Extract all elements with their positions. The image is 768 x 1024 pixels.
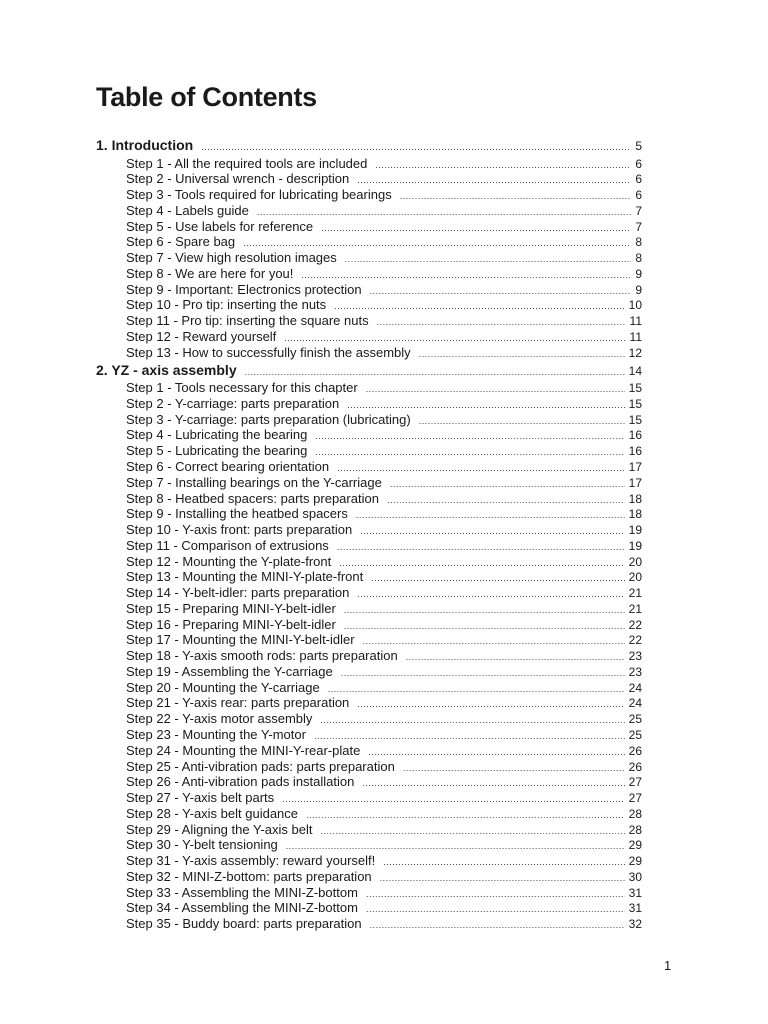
page-ref: 22 bbox=[628, 633, 642, 648]
toc-step-entry[interactable] bbox=[96, 569, 642, 585]
toc-step-entry[interactable] bbox=[96, 664, 642, 680]
step-title: Step 2 - Universal wrench - description bbox=[126, 171, 350, 187]
toc-step-entry[interactable] bbox=[96, 412, 642, 428]
dot-leader bbox=[344, 603, 625, 617]
page-ref: 11 bbox=[629, 330, 642, 345]
step-title: Step 20 - Mounting the Y-carriage bbox=[126, 679, 320, 695]
step-title: Step 1 - All the required tools are included bbox=[126, 155, 368, 171]
toc-step-entry[interactable] bbox=[96, 869, 642, 885]
dot-leader bbox=[320, 713, 624, 727]
page-ref: 30 bbox=[628, 869, 642, 884]
page-ref: 18 bbox=[628, 491, 642, 506]
page-ref: 14 bbox=[628, 363, 642, 378]
toc-step-entry[interactable] bbox=[96, 743, 642, 759]
page-ref: 21 bbox=[628, 601, 642, 616]
toc-step-entry[interactable] bbox=[96, 822, 642, 838]
page-ref: 28 bbox=[628, 822, 642, 837]
dot-leader bbox=[245, 364, 625, 380]
dot-leader bbox=[243, 236, 631, 250]
step-title: Step 13 - Mounting the MINI-Y-plate-front bbox=[126, 569, 364, 585]
dot-leader bbox=[387, 493, 625, 507]
page-ref: 21 bbox=[628, 586, 642, 601]
page-ref: 22 bbox=[628, 617, 642, 632]
dot-leader bbox=[403, 761, 625, 775]
step-title: Step 28 - Y-axis belt guidance bbox=[126, 805, 299, 821]
dot-leader bbox=[360, 524, 624, 538]
toc-step-entry[interactable] bbox=[96, 459, 642, 475]
toc-chapter-entry[interactable] bbox=[96, 362, 642, 380]
chapter-title: 2. YZ - axis assembly bbox=[96, 361, 237, 378]
page-ref: 26 bbox=[628, 759, 642, 774]
page-ref: 9 bbox=[635, 282, 642, 297]
step-title: Step 23 - Mounting the Y-motor bbox=[126, 726, 306, 742]
toc-step-entry[interactable] bbox=[96, 585, 642, 601]
dot-leader bbox=[315, 429, 624, 443]
toc-step-entry[interactable] bbox=[96, 329, 642, 345]
page-ref: 23 bbox=[628, 649, 642, 664]
dot-leader bbox=[257, 205, 631, 219]
toc-step-entry[interactable] bbox=[96, 171, 642, 187]
dot-leader bbox=[341, 666, 625, 680]
dot-leader bbox=[320, 824, 624, 838]
page-number: 1 bbox=[664, 958, 672, 973]
dot-leader bbox=[315, 445, 624, 459]
dot-leader bbox=[362, 776, 624, 790]
dot-leader bbox=[328, 682, 625, 696]
dot-leader bbox=[357, 697, 624, 711]
toc-step-entry[interactable] bbox=[96, 617, 642, 633]
page-ref: 25 bbox=[628, 712, 642, 727]
page-ref: 6 bbox=[635, 188, 642, 203]
page-ref: 32 bbox=[628, 917, 642, 932]
toc-step-entry[interactable] bbox=[96, 601, 642, 617]
toc-step-entry[interactable] bbox=[96, 427, 642, 443]
dot-leader bbox=[370, 284, 632, 298]
page-ref: 7 bbox=[635, 219, 642, 234]
step-title: Step 24 - Mounting the MINI-Y-rear-plate bbox=[126, 742, 361, 758]
page-ref: 15 bbox=[628, 396, 642, 411]
toc-step-entry[interactable] bbox=[96, 759, 642, 775]
page-ref: 18 bbox=[628, 507, 642, 522]
toc-step-entry[interactable] bbox=[96, 806, 642, 822]
toc-step-entry[interactable] bbox=[96, 203, 642, 219]
toc-chapter-entry[interactable] bbox=[96, 137, 642, 155]
toc-step-entry[interactable] bbox=[96, 491, 642, 507]
step-title: Step 12 - Reward yourself bbox=[126, 329, 277, 345]
page-ref: 12 bbox=[628, 345, 642, 360]
step-title: Step 14 - Y-belt-idler: parts preparation bbox=[126, 585, 350, 601]
table-of-contents bbox=[96, 136, 642, 932]
page-ref: 8 bbox=[635, 251, 642, 266]
page-ref: 24 bbox=[628, 680, 642, 695]
page-ref: 19 bbox=[628, 523, 642, 538]
step-title: Step 11 - Comparison of extrusions bbox=[126, 537, 329, 553]
page-ref: 29 bbox=[628, 838, 642, 853]
step-title: Step 32 - MINI-Z-bottom: parts preparation bbox=[126, 868, 372, 884]
dot-leader bbox=[357, 587, 624, 601]
toc-step-entry[interactable] bbox=[96, 885, 642, 901]
dot-leader bbox=[347, 398, 624, 412]
step-title: Step 26 - Anti-vibration pads installation bbox=[126, 774, 355, 790]
toc-step-entry[interactable] bbox=[96, 916, 642, 932]
toc-step-entry[interactable] bbox=[96, 790, 642, 806]
step-title: Step 17 - Mounting the MINI-Y-belt-idler bbox=[126, 632, 355, 648]
chapter-title: 1. Introduction bbox=[96, 137, 194, 153]
step-title: Step 18 - Y-axis smooth rods: parts preparation bbox=[126, 648, 398, 664]
dot-leader bbox=[366, 887, 625, 901]
step-title: Step 7 - View high resolution images bbox=[126, 250, 337, 266]
toc-step-entry[interactable] bbox=[96, 695, 642, 711]
step-title: Step 27 - Y-axis belt parts bbox=[126, 790, 275, 806]
step-title: Step 6 - Spare bag bbox=[126, 234, 236, 250]
toc-step-entry[interactable] bbox=[96, 266, 642, 282]
dot-leader bbox=[201, 139, 631, 155]
page-ref: 7 bbox=[635, 203, 642, 218]
toc-step-entry[interactable] bbox=[96, 900, 642, 916]
step-title: Step 4 - Lubricating the bearing bbox=[126, 427, 308, 443]
toc-step-entry[interactable] bbox=[96, 187, 642, 203]
step-title: Step 15 - Preparing MINI-Y-belt-idler bbox=[126, 600, 336, 616]
dot-leader bbox=[368, 745, 624, 759]
toc-step-entry[interactable] bbox=[96, 538, 642, 554]
page-ref: 27 bbox=[628, 775, 642, 790]
toc-step-entry[interactable] bbox=[96, 313, 642, 329]
step-title: Step 34 - Assembling the MINI-Z-bottom bbox=[126, 900, 358, 916]
page-ref: 15 bbox=[628, 381, 642, 396]
toc-step-entry[interactable] bbox=[96, 219, 642, 235]
page-ref: 17 bbox=[628, 475, 642, 490]
toc-step-entry[interactable] bbox=[96, 632, 642, 648]
page-ref: 9 bbox=[635, 266, 642, 281]
dot-leader bbox=[380, 871, 625, 885]
page-ref: 27 bbox=[628, 791, 642, 806]
page-ref: 11 bbox=[629, 314, 642, 329]
step-title: Step 31 - Y-axis assembly: reward yourself! bbox=[126, 853, 376, 869]
dot-leader bbox=[321, 221, 631, 235]
dot-leader bbox=[337, 461, 625, 475]
dot-leader bbox=[377, 315, 626, 329]
page-ref: 5 bbox=[635, 139, 642, 153]
page-ref: 20 bbox=[628, 570, 642, 585]
page-ref: 6 bbox=[635, 172, 642, 187]
dot-leader bbox=[306, 808, 625, 822]
page-ref: 15 bbox=[628, 412, 642, 427]
step-title: Step 33 - Assembling the MINI-Z-bottom bbox=[126, 884, 358, 900]
toc-step-entry[interactable] bbox=[96, 506, 642, 522]
page-ref: 31 bbox=[628, 901, 642, 916]
step-title: Step 10 - Y-axis front: parts preparation bbox=[126, 522, 353, 538]
step-title: Step 25 - Anti-vibration pads: parts preparation bbox=[126, 758, 395, 774]
toc-step-entry[interactable] bbox=[96, 475, 642, 491]
page-ref: 28 bbox=[628, 806, 642, 821]
toc-step-entry[interactable] bbox=[96, 156, 642, 172]
dot-leader bbox=[334, 299, 624, 313]
dot-leader bbox=[366, 902, 625, 916]
dot-leader bbox=[339, 556, 624, 570]
page-ref: 24 bbox=[628, 696, 642, 711]
toc-step-entry[interactable] bbox=[96, 554, 642, 570]
dot-leader bbox=[406, 650, 625, 664]
toc-step-entry[interactable] bbox=[96, 396, 642, 412]
step-title: Step 3 - Y-carriage: parts preparation (lubricating) bbox=[126, 411, 411, 427]
page-ref: 16 bbox=[628, 444, 642, 459]
page-ref: 26 bbox=[628, 743, 642, 758]
dot-leader bbox=[356, 508, 625, 522]
step-title: Step 9 - Installing the heatbed spacers bbox=[126, 506, 348, 522]
step-title: Step 22 - Y-axis motor assembly bbox=[126, 711, 313, 727]
dot-leader bbox=[419, 347, 625, 361]
step-title: Step 3 - Tools required for lubricating bearings bbox=[126, 187, 392, 203]
step-title: Step 30 - Y-belt tensioning bbox=[126, 837, 278, 853]
toc-step-entry[interactable] bbox=[96, 648, 642, 664]
step-title: Step 5 - Lubricating the bearing bbox=[126, 443, 308, 459]
step-title: Step 1 - Tools necessary for this chapter bbox=[126, 380, 358, 396]
page-ref: 20 bbox=[628, 554, 642, 569]
step-title: Step 35 - Buddy board: parts preparation bbox=[126, 916, 362, 932]
step-title: Step 9 - Important: Electronics protection bbox=[126, 281, 362, 297]
dot-leader bbox=[371, 571, 624, 585]
step-title: Step 8 - Heatbed spacers: parts preparation bbox=[126, 490, 379, 506]
page-title: Table of Contents bbox=[96, 82, 317, 112]
toc-step-entry[interactable] bbox=[96, 837, 642, 853]
dot-leader bbox=[301, 268, 631, 282]
step-title: Step 12 - Mounting the Y-plate-front bbox=[126, 553, 332, 569]
toc-step-entry[interactable] bbox=[96, 443, 642, 459]
step-title: Step 21 - Y-axis rear: parts preparation bbox=[126, 695, 350, 711]
dot-leader bbox=[357, 173, 631, 187]
step-title: Step 29 - Aligning the Y-axis belt bbox=[126, 821, 313, 837]
step-title: Step 4 - Labels guide bbox=[126, 202, 249, 218]
toc-step-entry[interactable] bbox=[96, 380, 642, 396]
dot-leader bbox=[366, 382, 625, 396]
dot-leader bbox=[400, 189, 632, 203]
dot-leader bbox=[419, 414, 625, 428]
dot-leader bbox=[284, 331, 625, 345]
step-title: Step 16 - Preparing MINI-Y-belt-idler bbox=[126, 616, 336, 632]
toc-step-entry[interactable] bbox=[96, 250, 642, 266]
page-ref: 19 bbox=[628, 538, 642, 553]
toc-step-entry[interactable] bbox=[96, 345, 642, 361]
step-title: Step 19 - Assembling the Y-carriage bbox=[126, 663, 333, 679]
toc-step-entry[interactable] bbox=[96, 711, 642, 727]
dot-leader bbox=[370, 918, 625, 932]
toc-step-entry[interactable] bbox=[96, 853, 642, 869]
dot-leader bbox=[390, 477, 625, 491]
dot-leader bbox=[314, 729, 625, 743]
page-ref: 17 bbox=[628, 459, 642, 474]
page-ref: 16 bbox=[628, 428, 642, 443]
toc-step-entry[interactable] bbox=[96, 727, 642, 743]
toc-step-entry[interactable] bbox=[96, 234, 642, 250]
toc-step-entry[interactable] bbox=[96, 774, 642, 790]
toc-step-entry[interactable] bbox=[96, 680, 642, 696]
step-title: Step 6 - Correct bearing orientation bbox=[126, 458, 330, 474]
dot-leader bbox=[375, 158, 631, 172]
dot-leader bbox=[344, 619, 625, 633]
step-title: Step 11 - Pro tip: inserting the square nuts bbox=[126, 313, 369, 329]
dot-leader bbox=[345, 252, 632, 266]
page-ref: 25 bbox=[628, 727, 642, 742]
toc-step-entry[interactable] bbox=[96, 297, 642, 313]
dot-leader bbox=[286, 839, 625, 853]
page-ref: 23 bbox=[628, 664, 642, 679]
step-title: Step 10 - Pro tip: inserting the nuts bbox=[126, 297, 327, 313]
step-title: Step 2 - Y-carriage: parts preparation bbox=[126, 395, 340, 411]
step-title: Step 8 - We are here for you! bbox=[126, 265, 294, 281]
dot-leader bbox=[337, 540, 625, 554]
step-title: Step 5 - Use labels for reference bbox=[126, 218, 314, 234]
page-ref: 8 bbox=[635, 235, 642, 250]
page-ref: 10 bbox=[628, 298, 642, 313]
dot-leader bbox=[282, 792, 624, 806]
step-title: Step 7 - Installing bearings on the Y-carriage bbox=[126, 474, 382, 490]
dot-leader bbox=[383, 855, 624, 869]
page-ref: 29 bbox=[628, 854, 642, 869]
page-ref: 31 bbox=[628, 885, 642, 900]
page-ref: 6 bbox=[635, 156, 642, 171]
step-title: Step 13 - How to successfully finish the assembly bbox=[126, 344, 411, 360]
dot-leader bbox=[363, 634, 625, 648]
toc-step-entry[interactable] bbox=[96, 282, 642, 298]
toc-step-entry[interactable] bbox=[96, 522, 642, 538]
